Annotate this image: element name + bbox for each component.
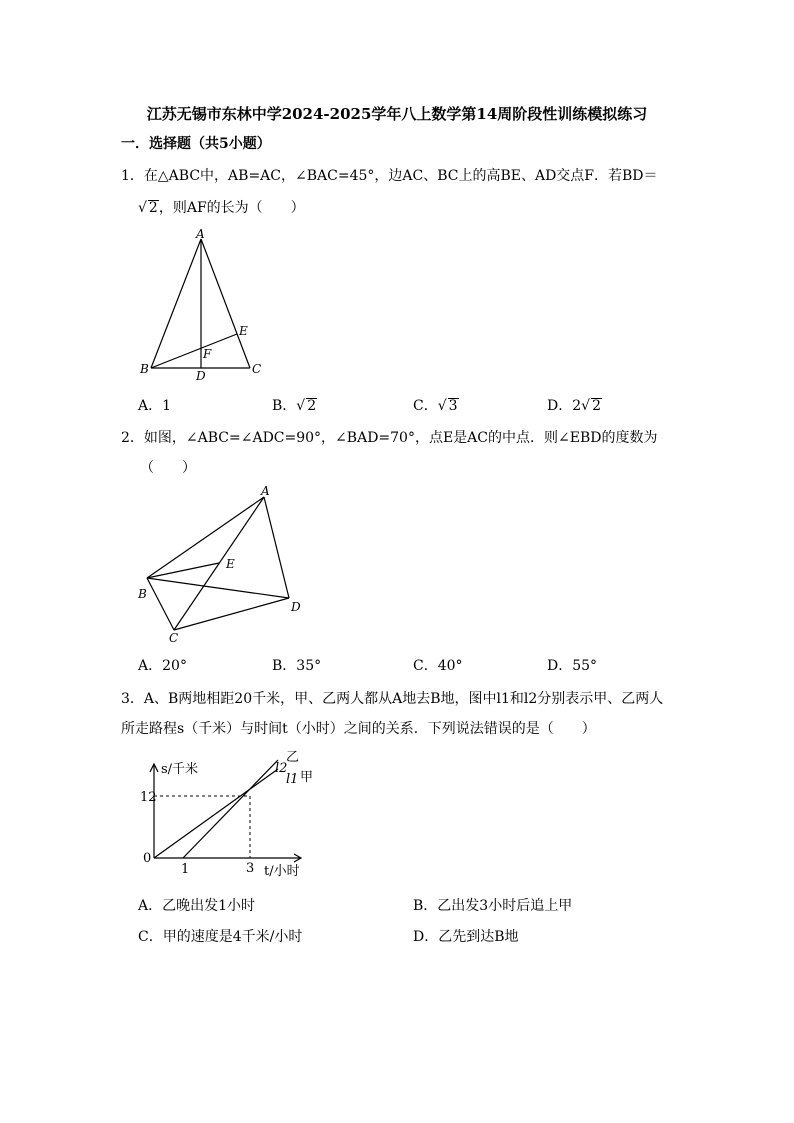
option-letter: D． xyxy=(413,929,439,945)
q2-stem-line1: 2．如图，∠ABC=∠ADC=90°，∠BAD=70°，点E是AC的中点．则∠EBD的度数为 xyxy=(121,430,658,446)
option-letter: B． xyxy=(272,398,297,414)
q1-triangle-figure xyxy=(135,222,275,382)
section-heading: 一．选择题（共5小题） xyxy=(121,136,271,152)
option-letter: A． xyxy=(138,658,163,674)
q3-l2-label: l2 xyxy=(275,761,288,776)
q1-label-c: C xyxy=(252,362,262,376)
option-value: 乙先到达B地 xyxy=(438,929,519,945)
q3-l1-name: 甲 xyxy=(300,770,314,785)
option-value: 55° xyxy=(572,658,598,674)
q2-option-b[interactable] xyxy=(272,655,321,675)
option-coefficient: 2 xyxy=(572,398,582,414)
q1-radicand: 2 xyxy=(148,200,158,216)
option-value: 40° xyxy=(437,658,463,674)
q2-label-d: D xyxy=(291,600,301,614)
q1-option-b[interactable]: B．√ 2 xyxy=(272,398,317,414)
option-letter: D． xyxy=(547,658,573,674)
q3-l1-label: l1 xyxy=(286,772,299,787)
option-letter: D． xyxy=(547,398,573,414)
q3-x-tick-3: 3 xyxy=(246,861,255,876)
q1-label-f: F xyxy=(203,347,212,361)
q2-option-a[interactable] xyxy=(138,655,187,675)
q2-option-c[interactable] xyxy=(413,655,463,675)
option-value: 1 xyxy=(162,398,172,414)
q2-edge-cd xyxy=(174,598,289,630)
option-letter: B． xyxy=(272,658,297,674)
q3-option-c[interactable] xyxy=(138,926,302,946)
q1-stem-line2: √ 2，则AF的长为（ ） xyxy=(138,200,305,216)
q1-label-b: B xyxy=(140,362,149,376)
q1-option-a[interactable] xyxy=(138,395,171,415)
option-radicand: 3 xyxy=(448,398,458,414)
q2-label-c: C xyxy=(169,631,179,645)
q3-y-axis-label: s/千米 xyxy=(161,762,199,777)
q3-line-l1 xyxy=(154,769,278,858)
q1-edge-ab xyxy=(151,239,201,368)
option-value: 甲的速度是4千米/小时 xyxy=(162,929,303,945)
q3-stem-line2: 所走路程s（千米）与时间t（小时）之间的关系．下列说法错误的是（ ） xyxy=(121,721,596,737)
q3-option-b[interactable] xyxy=(413,895,572,915)
q1-altitude-be xyxy=(151,334,237,368)
q2-quadrilateral-figure xyxy=(130,480,310,645)
q3-l2-name: 乙 xyxy=(286,750,300,765)
q1-option-d[interactable]: D．2√ 2 xyxy=(547,398,601,414)
option-value: 乙出发3小时后追上甲 xyxy=(437,898,573,914)
q2-label-e: E xyxy=(226,557,235,571)
option-letter: C． xyxy=(413,658,438,674)
q2-diagonal-bd xyxy=(147,578,289,598)
q3-option-a[interactable] xyxy=(138,895,255,915)
q2-label-b: B xyxy=(138,587,147,601)
q2-option-d[interactable] xyxy=(547,655,597,675)
q1-label-e: E xyxy=(239,324,248,338)
option-value: 20° xyxy=(162,658,187,674)
q2-stem-line2: （ ） xyxy=(140,460,196,476)
q3-y-tick-12: 12 xyxy=(140,790,157,805)
option-value: 乙晚出发1小时 xyxy=(162,898,256,914)
option-letter: A． xyxy=(138,398,163,414)
q3-x-tick-1: 1 xyxy=(181,862,190,877)
option-value: 35° xyxy=(296,658,322,674)
q2-edge-bc xyxy=(147,578,174,630)
q2-edge-ad xyxy=(264,497,289,598)
q3-origin-label: 0 xyxy=(143,851,152,866)
q3-option-d[interactable] xyxy=(413,926,519,946)
option-letter: A． xyxy=(138,898,163,914)
option-letter: C． xyxy=(413,398,438,414)
page-title: 江苏无锡市东林中学2024-2025学年八上数学第14周阶段性训练模拟练习 xyxy=(146,105,648,123)
q1-stem-line1: 1．在△ABC中，AB=AC，∠BAC=45°，边AC、BC上的高BE、AD交点F．若BD＝ xyxy=(121,168,658,184)
q1-stem-line2-rest: ，则AF的长为（ ） xyxy=(158,200,305,216)
q3-distance-time-graph xyxy=(140,745,330,885)
option-letter: C． xyxy=(138,929,163,945)
q1-option-c[interactable]: C．√ 3 xyxy=(413,398,458,414)
q1-label-a: A xyxy=(196,227,205,241)
option-radicand: 2 xyxy=(592,398,601,414)
q1-label-d: D xyxy=(196,369,206,382)
option-letter: B． xyxy=(413,898,438,914)
option-radicand: 2 xyxy=(307,398,317,414)
q3-stem-line1: 3．A、B两地相距20千米，甲、乙两人都从A地去B地，图中l1和l2分别表示甲、乙两人 xyxy=(121,691,664,707)
q2-label-a: A xyxy=(261,484,270,498)
q3-x-axis-label: t/小时 xyxy=(264,864,300,879)
